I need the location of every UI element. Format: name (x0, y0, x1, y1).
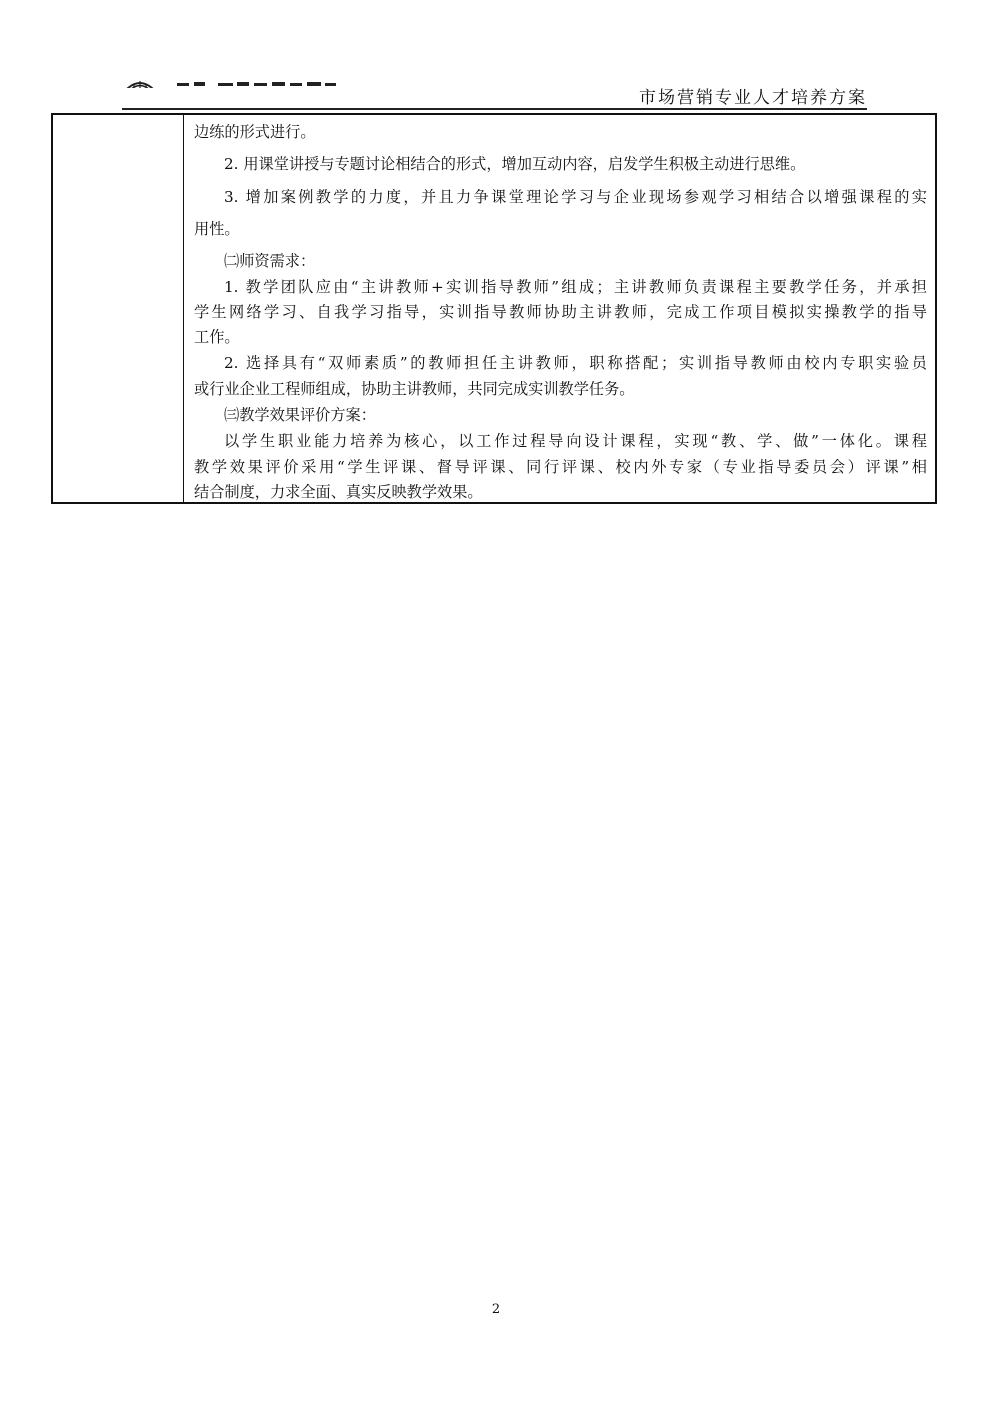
table-label-cell (53, 115, 184, 502)
section-heading: ㈡师资需求： (224, 252, 316, 270)
text-line: 2. 用课堂讲授与专题讨论相结合的形式，增加互动内容，启发学生积极主动进行思维。 (224, 155, 806, 173)
text-line: 学生网络学习、自我学习指导，实训指导教师协助主讲教师，完成工作项目模拟实操教学的指导 (194, 303, 927, 321)
college-logo (122, 70, 352, 88)
page-header (122, 70, 867, 110)
text-line: 1. 教学团队应由“主讲教师+实训指导教师”组成；主讲教师负责课程主要教学任务，并承担 (224, 278, 927, 296)
text-line: 2. 选择具有“双师素质”的教师担任主讲教师，职称搭配；实训指导教师由校内专职实验员 (224, 354, 927, 372)
text-line: 以学生职业能力培养为核心，以工作过程导向设计课程，实现“教、学、做”一体化。课程 (224, 432, 927, 450)
page-number: 2 (491, 1302, 501, 1317)
content-table (51, 113, 937, 504)
text-line: 3. 增加案例教学的力度，并且力争课堂理论学习与企业现场参观学习相结合以增强课程的实 (224, 188, 927, 206)
section-heading: ㈢教学效果评价方案： (224, 406, 376, 424)
text-line: 工作。 (194, 328, 240, 346)
text-line: 结合制度，力求全面、真实反映教学效果。 (194, 483, 483, 501)
table-content-cell (185, 115, 927, 502)
text-line: 用性。 (194, 220, 240, 238)
text-line: 或行业企业工程师组成，协助主讲教师，共同完成实训教学任务。 (194, 380, 635, 398)
text-line: 边练的形式进行。 (194, 123, 316, 141)
document-title: 市场营销专业人才培养方案 (639, 88, 867, 108)
text-line: 教学效果评价采用“学生评课、督导评课、同行评课、校内外专家（专业指导委员会）评课”相 (194, 458, 927, 476)
header-divider (122, 108, 867, 110)
